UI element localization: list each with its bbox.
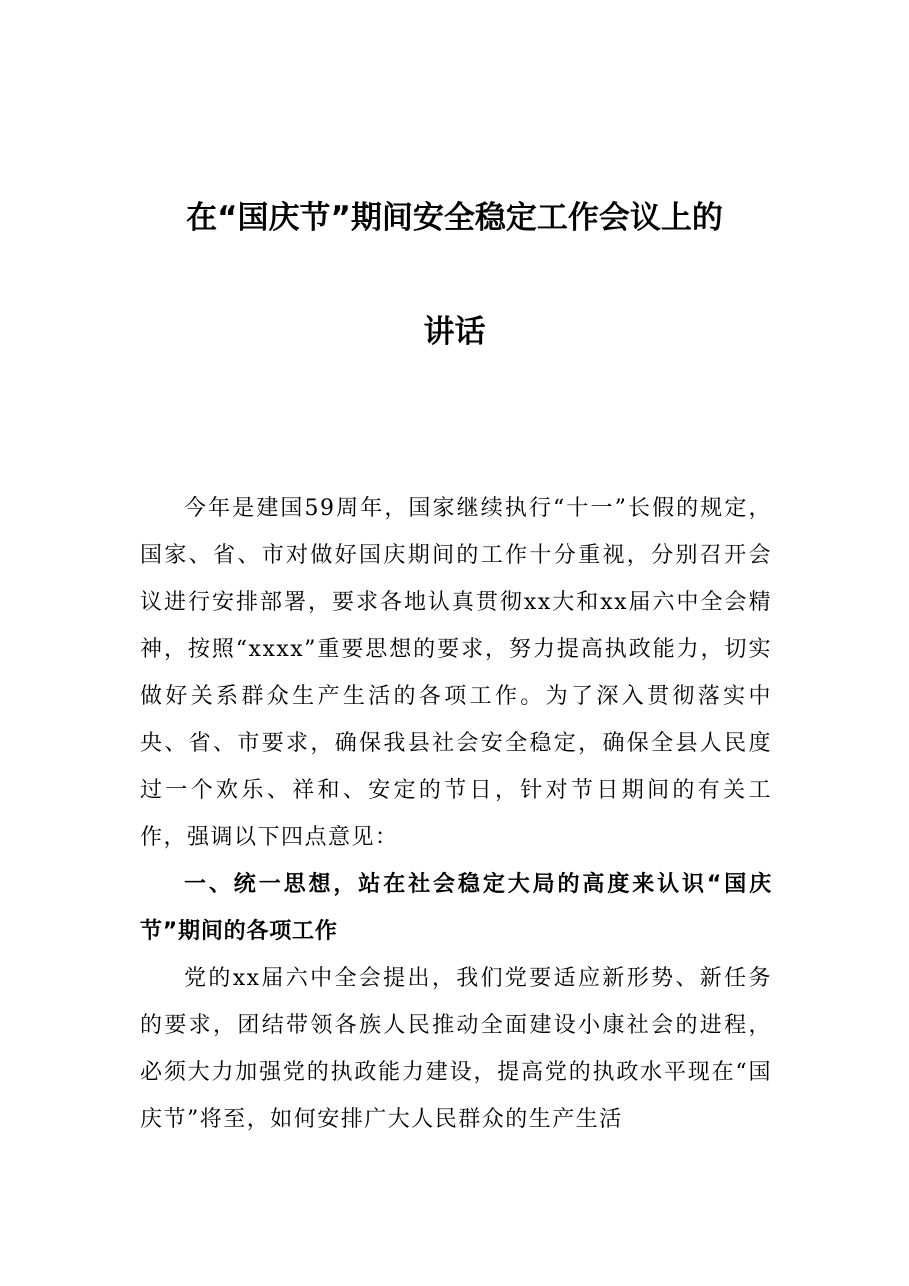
- document-title-line-1: 在“国庆节”期间安全稳定工作会议上的: [186, 200, 723, 236]
- paragraph-intro: 今年是建国59周年，国家继续执行“十一”长假的规定，国家、省、市对做好国庆期间的工作十分重视，分别召开会议进行安排部署，要求各地认真贯彻xx大和xx届六中全会精神，按照“xxxx”重要思想的要求，努力提高执政能力，切实做好关系群众生产生活的各项工作。为了深入贯彻落实中央、省、市要求，确保我县社会安全稳定，确保全县人民度过一个欢乐、祥和、安定的节日，针对节日期间的有关工作，强调以下四点意见：: [140, 496, 772, 850]
- paragraph-section-1: 党的xx届六中全会提出，我们党要适应新形势、新任务的要求，团结带领各族人民推动全面建设小康社会的进程，必须大力加强党的执政能力建设，提高党的执政水平现在“国庆节”将至，如何安排广大人民群众的生产生活: [140, 966, 772, 1132]
- document-title-line-2: 讲话: [423, 314, 486, 350]
- document-body: [140, 485, 772, 1143]
- section-heading-1: 一、统一思想，站在社会稳定大局的高度来认识“国庆节”期间的各项工作: [140, 872, 772, 944]
